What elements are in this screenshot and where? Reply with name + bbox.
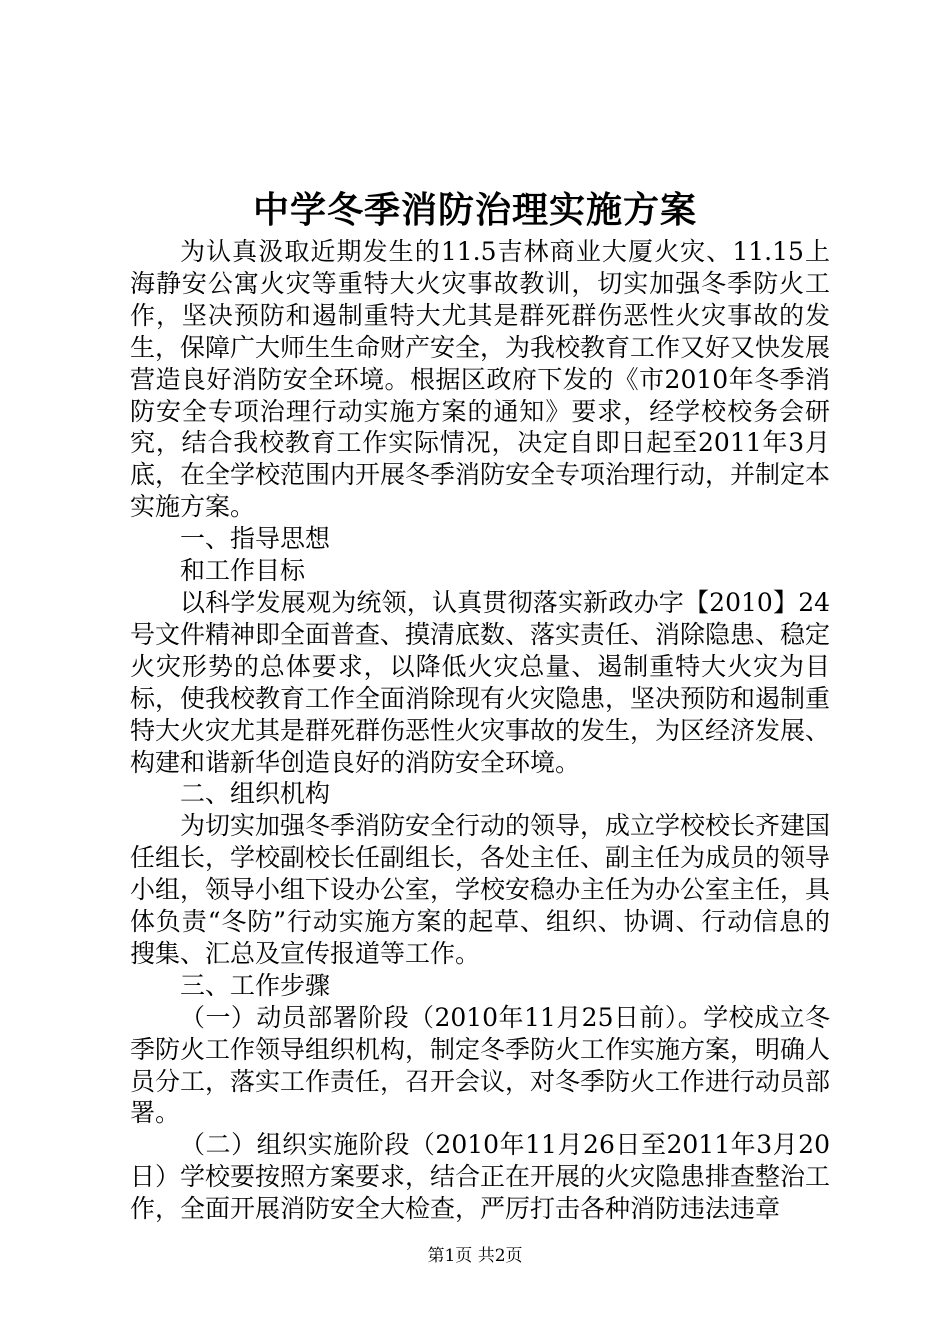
document-title: 中学冬季消防治理实施方案 — [252, 189, 697, 231]
section-heading-work-goal: 和工作目标 — [180, 556, 306, 586]
section-heading-work-steps: 三、工作步骤 — [180, 970, 331, 1000]
step-one-paragraph: （一）动员部署阶段（2010年11月25日前）。学校成立冬季防火工作领导组织机构，制定冬季防火工作实施方案，明确人员分工，落实工作责任，召开会议，对冬季防火工作进行动员部署。 — [130, 1002, 831, 1128]
guiding-thought-paragraph: 以科学发展观为统领，认真贯彻落实新政办字【2010】24号文件精神即全面普查、摸清底数、落实责任、消除隐患、稳定火灾形势的总体要求，以降低火灾总量、遏制重特大火灾为目标，使我校教育工作全面消除现有火灾隐患，坚决预防和遏制重特大火灾尤其是群死群伤恶性火灾事故的发生，为区经济发展、构建和谐新华创造良好的消防安全环境。 — [130, 587, 831, 777]
section-heading-guiding-thought: 一、指导思想 — [180, 524, 331, 554]
step-two-paragraph: （二）组织实施阶段（2010年11月26日至2011年3月20日）学校要按照方案要求，结合正在开展的火灾隐患排查整治工作，全面开展消防安全大检查，严厉打击各种消防违法违章 — [130, 1130, 831, 1224]
page-number-footer: 第1页 共2页 — [427, 1246, 523, 1266]
document-body — [130, 236, 830, 1225]
intro-paragraph: 为认真汲取近期发生的11.5吉林商业大厦火灾、11.15上海静安公寓火灾等重特大火灾事故教训，切实加强冬季防火工作，坚决预防和遏制重特大尤其是群死群伤恶性火灾事故的发生，保障广大师生生命财产安全，为我校教育工作又好又快发展营造良好消防安全环境。根据区政府下发的《市2010年冬季消防安全专项治理行动实施方案的通知》要求，经学校校务会研究，结合我校教育工作实际情况，决定自即日起至2011年3月底，在全学校范围内开展冬季消防安全专项治理行动，并制定本实施方案。 — [130, 237, 831, 522]
organization-paragraph: 为切实加强冬季消防安全行动的领导，成立学校校长齐建国任组长，学校副校长任副组长，各处主任、副主任为成员的领导小组，领导小组下设办公室，学校安稳办主任为办公室主任，具体负责“冬防”行动实施方案的起草、组织、协调、行动信息的搜集、汇总及宣传报道等工作。 — [130, 811, 831, 968]
section-heading-organization: 二、组织机构 — [180, 779, 331, 809]
